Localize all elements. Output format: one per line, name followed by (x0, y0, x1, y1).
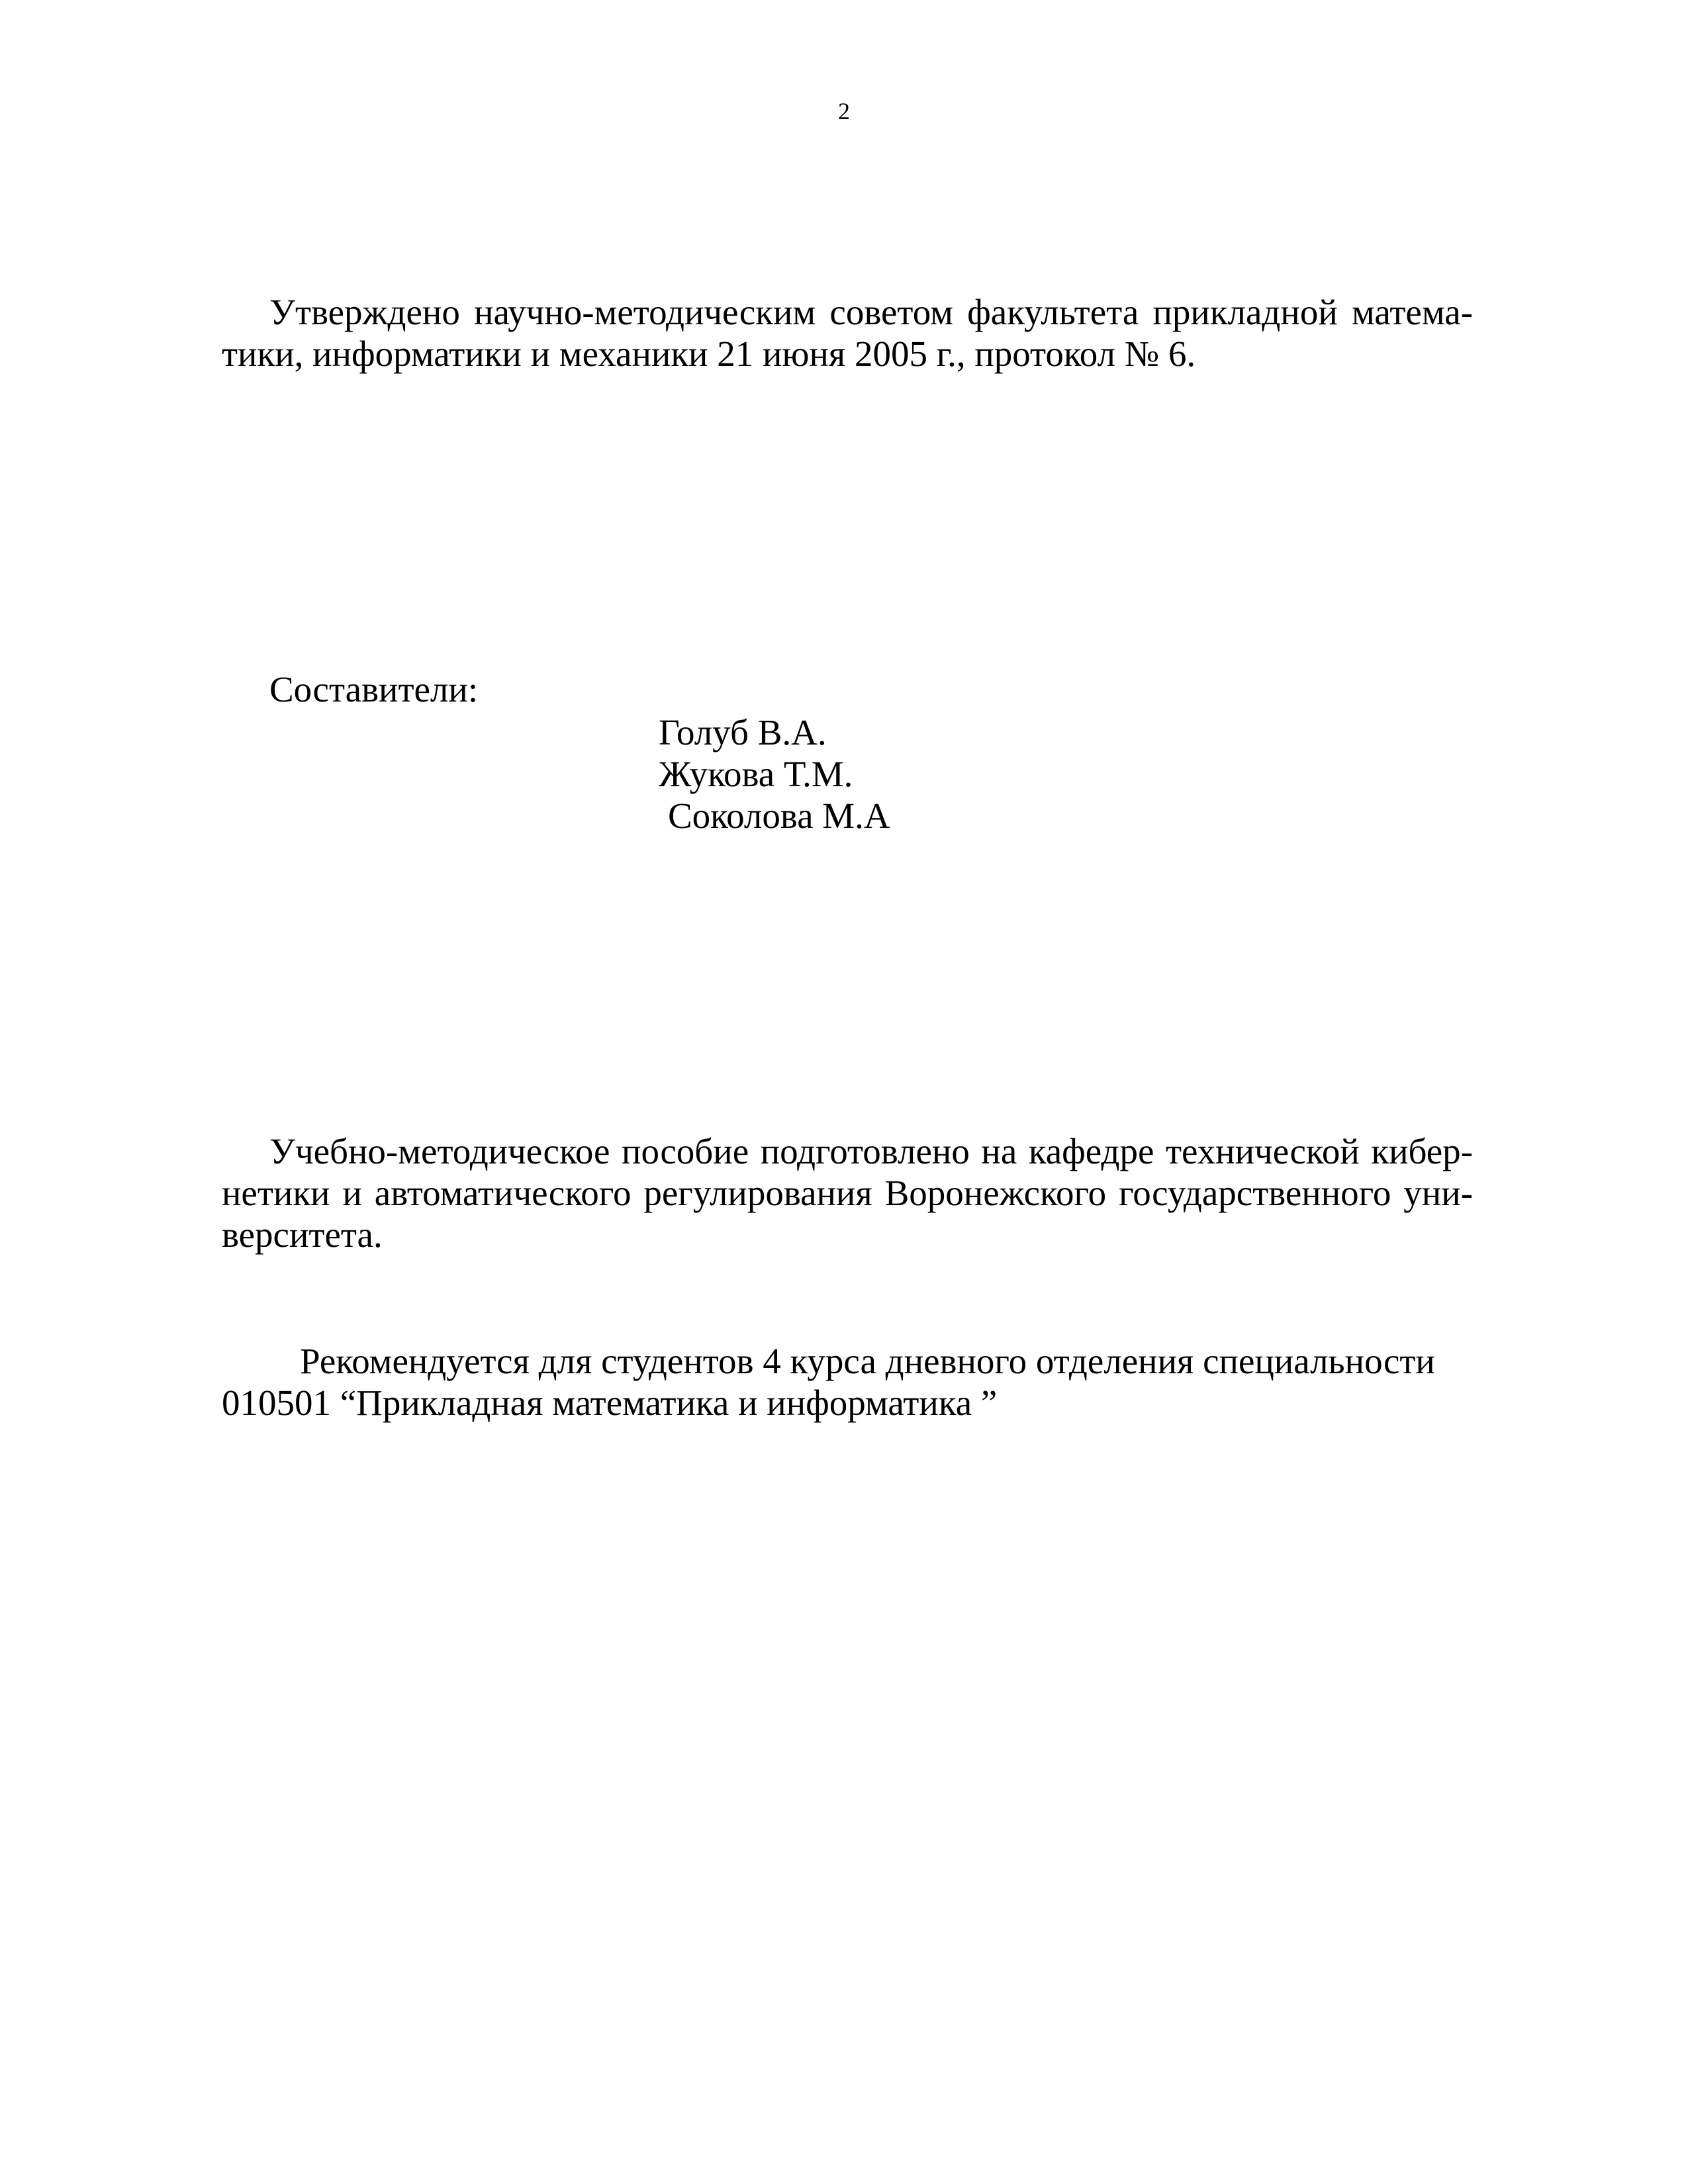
recommendation-line-1: Рекомендуется для студентов 4 курса дневного отделения специальности (300, 1341, 1435, 1381)
prepared-line-2: нетики и автоматического регулирования Воронежского государственного уни- (222, 1173, 1473, 1213)
approval-paragraph (222, 291, 1473, 375)
recommendation-paragraph (222, 1340, 1473, 1424)
prepared-paragraph (222, 1130, 1473, 1255)
author-name: Соколова М.А (668, 796, 890, 836)
recommendation-line-2: 010501 “Прикладная математика и информатика ” (222, 1383, 998, 1423)
approval-line-2: тики, информатики и механики 21 июня 2005 г., протокол № 6. (222, 334, 1196, 374)
prepared-line-1: Учебно-методическое пособие подготовлено на кафедре технической кибер- (269, 1131, 1473, 1171)
prepared-line-3: верситета. (222, 1214, 383, 1255)
author-name: Жукова Т.М. (659, 754, 853, 794)
approval-line-1: Утверждено научно-методическим советом факультета прикладной матема- (269, 292, 1473, 332)
authors-list (659, 711, 890, 837)
compilers-label: Составители: (269, 669, 479, 709)
author-name: Голуб В.А. (659, 712, 827, 752)
page-number: 2 (838, 98, 850, 124)
